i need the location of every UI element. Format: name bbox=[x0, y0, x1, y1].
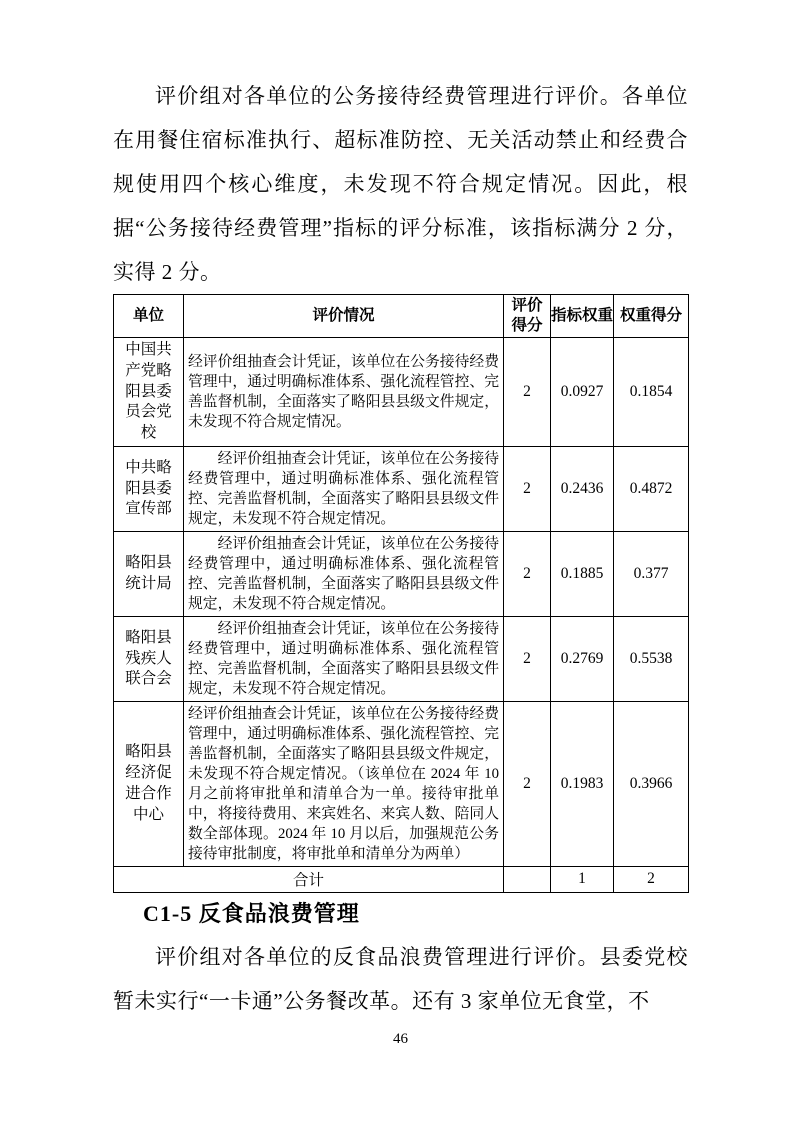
table-row bbox=[114, 701, 689, 866]
unit-name: 略阳县经济促进合作中心 bbox=[114, 701, 184, 866]
evaluation-text: 经评价组抽查会计凭证，该单位在公务接待经费管理中，通过明确标准体系、强化流程管控、完善监督机制，全面落实了略阳县县级文件规定，未发现不符合规定情况。 bbox=[184, 616, 504, 701]
total-score-value bbox=[504, 866, 551, 892]
total-index-weight-value: 1 bbox=[551, 866, 614, 892]
unit-name: 略阳县残疾人联合会 bbox=[114, 616, 184, 701]
table-row bbox=[114, 446, 689, 531]
unit-name: 中国共产党略阳县委员会党校 bbox=[114, 338, 184, 447]
index-weight-value: 0.0927 bbox=[551, 338, 614, 447]
weighted-score-value: 0.3966 bbox=[614, 701, 689, 866]
index-weight-value: 0.1885 bbox=[551, 531, 614, 616]
header-score: 评价得分 bbox=[504, 295, 551, 338]
index-weight-value: 0.2436 bbox=[551, 446, 614, 531]
score-value: 2 bbox=[504, 701, 551, 866]
score-value: 2 bbox=[504, 338, 551, 447]
header-evaluation: 评价情况 bbox=[184, 295, 504, 338]
header-weighted-score: 权重得分 bbox=[614, 295, 689, 338]
evaluation-text: 经评价组抽查会计凭证，该单位在公务接待经费管理中，通过明确标准体系、强化流程管控、完善监督机制，全面落实了略阳县县级文件规定，未发现不符合规定情况。 bbox=[184, 338, 504, 447]
index-weight-value: 0.1983 bbox=[551, 701, 614, 866]
weighted-score-value: 0.1854 bbox=[614, 338, 689, 447]
evaluation-text: 经评价组抽查会计凭证，该单位在公务接待经费管理中，通过明确标准体系、强化流程管控、完善监督机制，全面落实了略阳县县级文件规定，未发现不符合规定情况。（该单位在 2024 年 10 月之前将审批单和清单合为一单。接待审批单中，将接待费用、来宾姓名、来宾人数、陪同人数全部体现。2024 年 10 月以后，加强规范公务接待审批制度，将审批单和清单分为两单） bbox=[184, 701, 504, 866]
header-index-weight: 指标权重 bbox=[551, 295, 614, 338]
weighted-score-value: 0.377 bbox=[614, 531, 689, 616]
total-weighted-score-value: 2 bbox=[614, 866, 689, 892]
score-value: 2 bbox=[504, 446, 551, 531]
total-label: 合计 bbox=[114, 866, 504, 892]
evaluation-text: 经评价组抽查会计凭证，该单位在公务接待经费管理中，通过明确标准体系、强化流程管控、完善监督机制，全面落实了略阳县县级文件规定，未发现不符合规定情况。 bbox=[184, 531, 504, 616]
score-value: 2 bbox=[504, 531, 551, 616]
paragraph-intro: 评价组对各单位的公务接待经费管理进行评价。各单位在用餐住宿标准执行、超标准防控、无关活动禁止和经费合规使用四个核心维度，未发现不符合规定情况。因此，根据“公务接待经费管理”指标的评分标准，该指标满分 2 分，实得 2 分。 bbox=[113, 84, 688, 284]
paragraph-antiwaste: 评价组对各单位的反食品浪费管理进行评价。县委党校暂未实行“一卡通”公务餐改革。还有 3 家单位无食堂，不 bbox=[113, 944, 688, 1013]
unit-name: 略阳县统计局 bbox=[114, 531, 184, 616]
weighted-score-value: 0.4872 bbox=[614, 446, 689, 531]
table-row bbox=[114, 616, 689, 701]
table-row bbox=[114, 531, 689, 616]
unit-name: 中共略阳县委宣传部 bbox=[114, 446, 184, 531]
evaluation-table bbox=[113, 294, 689, 893]
table-row bbox=[114, 338, 689, 447]
score-value: 2 bbox=[504, 616, 551, 701]
weighted-score-value: 0.5538 bbox=[614, 616, 689, 701]
table-header-row bbox=[114, 295, 689, 338]
evaluation-text: 经评价组抽查会计凭证，该单位在公务接待经费管理中，通过明确标准体系、强化流程管控、完善监督机制，全面落实了略阳县县级文件规定，未发现不符合规定情况。 bbox=[184, 446, 504, 531]
table-total-row bbox=[114, 866, 689, 892]
index-weight-value: 0.2769 bbox=[551, 616, 614, 701]
header-unit: 单位 bbox=[114, 295, 184, 338]
page-number: 46 bbox=[393, 1030, 408, 1047]
section-heading: C1-5 反食品浪费管理 bbox=[143, 900, 360, 926]
